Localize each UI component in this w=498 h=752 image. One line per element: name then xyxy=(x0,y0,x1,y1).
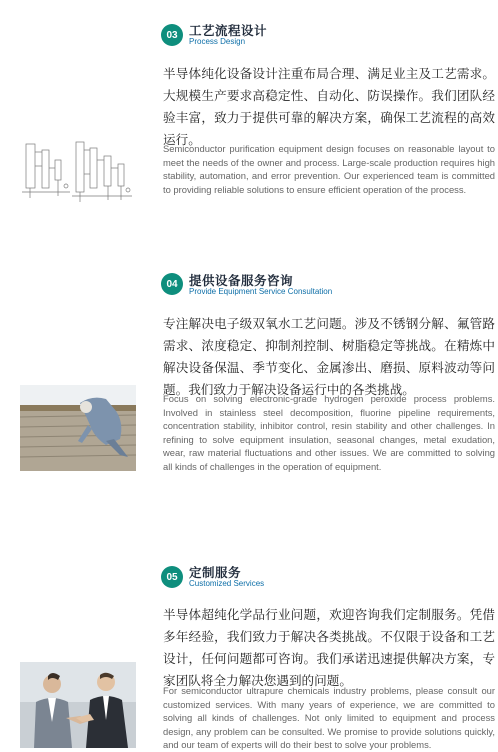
worker-photo xyxy=(20,385,136,471)
section-body-en: Semiconductor purification equipment design focuses on reasonable layout to meet the needs of the owner and process. Large-scale production requires high stability, automation, and error prevention. Our experienced team is committed to providing reliable solutions to ensure efficient operation of the process. xyxy=(163,143,495,195)
handshake-photo xyxy=(20,662,136,748)
section-title: 工艺流程设计 xyxy=(189,23,268,38)
section-subtitle: Customized Services xyxy=(189,579,265,588)
section-number-badge: 05 xyxy=(161,566,183,588)
section-subtitle: Process Design xyxy=(189,37,246,46)
section-title: 提供设备服务咨询 xyxy=(189,273,294,288)
section-body-zh: 专注解决电子级双氧水工艺问题。涉及不锈钢分解、氟管路需求、浓度稳定、抑制剂控制、树脂稳定等挑战。在精炼中解决设备保温、季节变化、金属渗出、磨损、原料波动等问题。我们致力于解决设备运行中的各类挑战。 xyxy=(163,316,495,397)
process-diagram-image xyxy=(20,138,136,208)
section-body-zh: 半导体纯化设备设计注重布局合理、满足业主及工艺需求。大规模生产要求高稳定性、自动化、防误操作。我们团队经验丰富，致力于提供可靠的解决方案，确保工艺流程的高效运行。 xyxy=(163,66,495,147)
section-number-badge: 03 xyxy=(161,24,183,46)
section-subtitle: Provide Equipment Service Consultation xyxy=(189,287,333,296)
section-body-zh: 半导体超纯化学品行业问题，欢迎咨询我们定制服务。凭借多年经验，我们致力于解决各类挑战。不仅限于设备和工艺设计，任何问题都可咨询。我们承诺迅速提供解决方案，专家团队将全力解决您遇到的问题。 xyxy=(163,607,495,688)
section-body-en: Focus on solving electronic-grade hydrogen peroxide process problems. Involved in stainless steel decomposition, fluorine pipeline requirements, concentration stability, inhibitor control, resin stability and other challenges. In refining to solve equipment insulation, seasonal changes, metal exudation, wear, raw material fluctuations and other issues. We are committed to solving all kinds of challenges in the operation of equipment. xyxy=(163,393,495,472)
section-body-en: For semiconductor ultrapure chemicals industry problems, please consult our customized services. With many years of experience, we are committed to solving all kinds of challenges. Not only limited to equipment and process design, any problem can be consulted. We promise to provide solutions quickly, and our team of experts will do their best to solve your problems. xyxy=(163,685,495,751)
section-number-badge: 04 xyxy=(161,273,183,295)
section-title: 定制服务 xyxy=(189,565,242,580)
